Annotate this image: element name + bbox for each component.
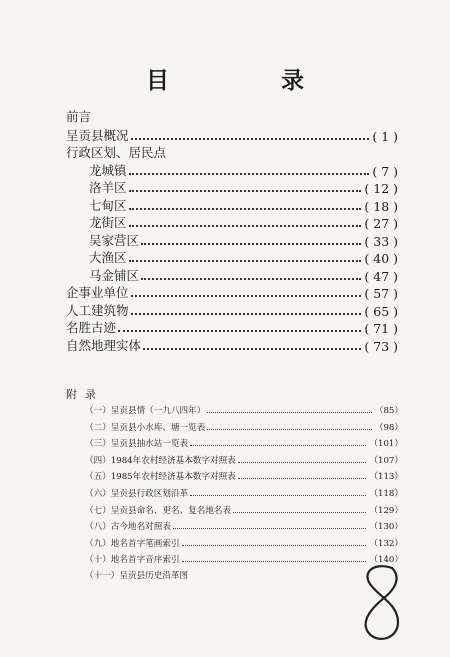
toc-entry-page: ( 57 ) [364, 286, 398, 301]
toc-entry-page: ( 7 ) [372, 164, 398, 179]
appendix-heading: 附录 [66, 388, 104, 401]
dot-leader [207, 428, 372, 430]
dot-leader [129, 224, 362, 227]
toc-entry-page: ( 27 ) [364, 216, 398, 231]
appendix-entry[interactable] [85, 487, 403, 499]
appendix-entry-page: （140） [369, 555, 403, 565]
appendix-entry-label: （四）1984年农村经济基本数字对照表 [85, 456, 236, 466]
appendix-entry-page: （101） [369, 439, 403, 449]
toc-entry-page: ( 65 ) [364, 304, 398, 319]
toc-entry[interactable] [89, 231, 398, 249]
dot-leader [129, 189, 362, 192]
appendix-entry-label: （五）1985年农村经济基本数字对照表 [85, 472, 236, 482]
appendix-entry-page: （98） [374, 423, 403, 433]
toc-entry-page: ( 47 ) [364, 269, 398, 284]
dot-leader [233, 511, 366, 513]
appendix-entry-label: （六）呈贡县行政区划沿革 [85, 489, 189, 499]
appendix-entry-label: （一）呈贡县情（一九八四年） [85, 406, 206, 416]
appendix-entry[interactable] [85, 421, 403, 433]
appendix-entry[interactable] [85, 504, 403, 516]
toc-entry-page: ( 73 ) [364, 339, 398, 354]
toc-entry-label: 企事业单位 [66, 285, 129, 300]
dot-leader [238, 477, 367, 479]
dot-leader [190, 494, 366, 496]
appendix-entry[interactable] [85, 454, 403, 466]
dot-leader [129, 172, 370, 175]
dot-leader [141, 277, 361, 280]
toc-entry[interactable] [66, 318, 398, 336]
appendix-entry-page: （130） [369, 522, 403, 532]
dot-leader [131, 312, 362, 315]
toc-section-heading: 行政区划、居民点 [66, 145, 167, 160]
toc-entry-label: 七甸区 [89, 198, 127, 213]
toc-entry-label: 吴家营区 [89, 233, 140, 248]
dot-leader [190, 444, 366, 446]
preface-heading: 前言 [66, 109, 92, 124]
page-title: 目 录 [145, 68, 356, 94]
dot-leader [238, 461, 367, 463]
toc-entry-label: 人工建筑物 [66, 303, 129, 318]
appendix-entry-page: （107） [369, 456, 403, 466]
dot-leader [141, 242, 361, 245]
appendix-entry[interactable] [85, 537, 403, 549]
toc-entry-label: 洛羊区 [89, 180, 127, 195]
toc-entry[interactable] [66, 336, 398, 354]
appendix-entry-label: （十一）呈贡县历史沿革图 [85, 571, 189, 581]
toc-entry-label: 自然地理实体 [66, 338, 142, 353]
toc-entry[interactable] [66, 283, 398, 301]
toc-entry-page: ( 40 ) [364, 251, 398, 266]
toc-entry-label: 龙街区 [89, 215, 127, 230]
dot-leader [118, 329, 361, 332]
handwritten-number-mark [354, 560, 414, 650]
appendix-entry-page: （118） [369, 489, 403, 499]
toc-entry-label: 名胜古迹 [66, 320, 117, 335]
dot-leader [207, 411, 372, 413]
appendix-entry-label: （十）地名首字音序索引 [85, 555, 180, 565]
appendix-entry-page: （129） [369, 506, 403, 516]
toc-entry[interactable] [89, 213, 398, 231]
appendix-entry[interactable] [85, 437, 403, 449]
toc-entry-label: 呈贡县概况 [66, 128, 129, 143]
appendix-entry[interactable] [85, 404, 403, 416]
appendix-entry-page: （85） [374, 406, 403, 416]
dot-leader [131, 137, 370, 140]
appendix-entry-label: （九）地名首字笔画索引 [85, 539, 180, 549]
appendix-entry-page: （113） [369, 472, 403, 482]
toc-entry-label: 大渔区 [89, 250, 127, 265]
toc-entry-page: ( 18 ) [364, 199, 398, 214]
appendix-entry[interactable] [85, 569, 255, 581]
appendix-entry[interactable] [85, 520, 403, 532]
dot-leader [182, 560, 367, 562]
toc-entry[interactable] [66, 301, 398, 319]
toc-entry[interactable] [89, 161, 398, 179]
appendix-entry-page: （132） [369, 539, 403, 549]
dot-leader [129, 259, 362, 262]
toc-entry-page: ( 71 ) [364, 321, 398, 336]
appendix-entry-label: （二）呈贡县小水库、塘一览表 [85, 423, 206, 433]
toc-entry[interactable] [89, 178, 398, 196]
appendix-entry-label: （八）古今地名对照表 [85, 522, 171, 532]
toc-entry[interactable] [89, 266, 398, 284]
dot-leader [131, 294, 362, 297]
toc-entry[interactable] [89, 248, 398, 266]
appendix-entry-label: （七）呈贡县命名、更名、复名地名表 [85, 506, 232, 516]
toc-entry-label: 龙城镇 [89, 163, 127, 178]
dot-leader [143, 347, 361, 350]
toc-entry-page: ( 12 ) [364, 181, 398, 196]
toc-entry-page: ( 33 ) [364, 234, 398, 249]
appendix-entry[interactable] [85, 470, 403, 482]
appendix-entry-label: （三）呈贡县抽水站一览表 [85, 439, 189, 449]
toc-entry[interactable] [66, 126, 398, 144]
toc-entry-label: 马金铺区 [89, 268, 140, 283]
toc-entry[interactable] [89, 196, 398, 214]
toc-entry-page: ( 1 ) [372, 129, 398, 144]
dot-leader [173, 527, 366, 529]
dot-leader [182, 544, 367, 546]
dot-leader [129, 207, 362, 210]
